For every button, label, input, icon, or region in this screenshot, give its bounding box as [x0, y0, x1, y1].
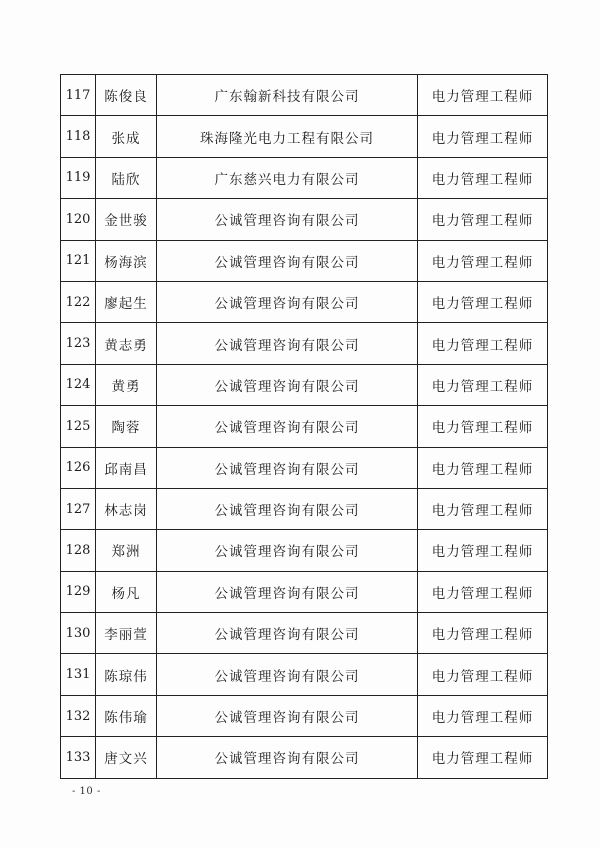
job-title: 电力管理工程师 — [418, 75, 548, 116]
table-row — [61, 240, 548, 281]
table-row — [61, 116, 548, 157]
company-name: 公诚管理咨询有限公司 — [157, 613, 418, 654]
job-title: 电力管理工程师 — [418, 116, 548, 157]
table-row — [61, 157, 548, 198]
person-name: 廖起生 — [96, 281, 157, 322]
table-row — [61, 571, 548, 612]
company-name: 广东慈兴电力有限公司 — [157, 157, 418, 198]
row-number: 131 — [61, 654, 96, 695]
person-name: 邱南昌 — [96, 447, 157, 488]
job-title: 电力管理工程师 — [418, 364, 548, 405]
company-name: 公诚管理咨询有限公司 — [157, 199, 418, 240]
person-name: 杨凡 — [96, 571, 157, 612]
company-name: 公诚管理咨询有限公司 — [157, 447, 418, 488]
personnel-table — [60, 74, 548, 779]
table-row — [61, 281, 548, 322]
job-title: 电力管理工程师 — [418, 571, 548, 612]
company-name: 公诚管理咨询有限公司 — [157, 654, 418, 695]
row-number: 128 — [61, 530, 96, 571]
row-number: 123 — [61, 323, 96, 364]
person-name: 杨海滨 — [96, 240, 157, 281]
person-name: 金世骏 — [96, 199, 157, 240]
company-name: 公诚管理咨询有限公司 — [157, 488, 418, 529]
table-row — [61, 737, 548, 778]
job-title: 电力管理工程师 — [418, 157, 548, 198]
row-number: 121 — [61, 240, 96, 281]
job-title: 电力管理工程师 — [418, 281, 548, 322]
table-row — [61, 530, 548, 571]
person-name: 陶蓉 — [96, 406, 157, 447]
person-name: 张成 — [96, 116, 157, 157]
table-row — [61, 406, 548, 447]
job-title: 电力管理工程师 — [418, 406, 548, 447]
row-number: 126 — [61, 447, 96, 488]
job-title: 电力管理工程师 — [418, 447, 548, 488]
row-number: 130 — [61, 613, 96, 654]
person-name: 陈俊良 — [96, 75, 157, 116]
company-name: 公诚管理咨询有限公司 — [157, 530, 418, 571]
company-name: 公诚管理咨询有限公司 — [157, 695, 418, 736]
row-number: 133 — [61, 737, 96, 778]
table-row — [61, 488, 548, 529]
job-title: 电力管理工程师 — [418, 240, 548, 281]
table-row — [61, 364, 548, 405]
job-title: 电力管理工程师 — [418, 613, 548, 654]
person-name: 黄勇 — [96, 364, 157, 405]
row-number: 119 — [61, 157, 96, 198]
table-row — [61, 613, 548, 654]
person-name: 郑洲 — [96, 530, 157, 571]
company-name: 公诚管理咨询有限公司 — [157, 406, 418, 447]
row-number: 132 — [61, 695, 96, 736]
person-name: 黄志勇 — [96, 323, 157, 364]
company-name: 珠海隆光电力工程有限公司 — [157, 116, 418, 157]
company-name: 公诚管理咨询有限公司 — [157, 281, 418, 322]
person-name: 陆欣 — [96, 157, 157, 198]
table-row — [61, 447, 548, 488]
job-title: 电力管理工程师 — [418, 654, 548, 695]
row-number: 118 — [61, 116, 96, 157]
page-number: - 10 - — [72, 786, 101, 797]
company-name: 公诚管理咨询有限公司 — [157, 323, 418, 364]
company-name: 公诚管理咨询有限公司 — [157, 364, 418, 405]
job-title: 电力管理工程师 — [418, 695, 548, 736]
table-row — [61, 654, 548, 695]
row-number: 129 — [61, 571, 96, 612]
row-number: 124 — [61, 364, 96, 405]
company-name: 公诚管理咨询有限公司 — [157, 737, 418, 778]
job-title: 电力管理工程师 — [418, 488, 548, 529]
person-name: 陈伟瑜 — [96, 695, 157, 736]
job-title: 电力管理工程师 — [418, 737, 548, 778]
person-name: 李丽萱 — [96, 613, 157, 654]
company-name: 广东翰新科技有限公司 — [157, 75, 418, 116]
personnel-table-body — [61, 75, 548, 779]
row-number: 117 — [61, 75, 96, 116]
job-title: 电力管理工程师 — [418, 199, 548, 240]
table-row — [61, 199, 548, 240]
row-number: 127 — [61, 488, 96, 529]
row-number: 122 — [61, 281, 96, 322]
table-row — [61, 323, 548, 364]
row-number: 125 — [61, 406, 96, 447]
company-name: 公诚管理咨询有限公司 — [157, 571, 418, 612]
person-name: 陈琼伟 — [96, 654, 157, 695]
person-name: 林志岗 — [96, 488, 157, 529]
row-number: 120 — [61, 199, 96, 240]
job-title: 电力管理工程师 — [418, 323, 548, 364]
job-title: 电力管理工程师 — [418, 530, 548, 571]
table-row — [61, 75, 548, 116]
table-row — [61, 695, 548, 736]
company-name: 公诚管理咨询有限公司 — [157, 240, 418, 281]
person-name: 唐文兴 — [96, 737, 157, 778]
